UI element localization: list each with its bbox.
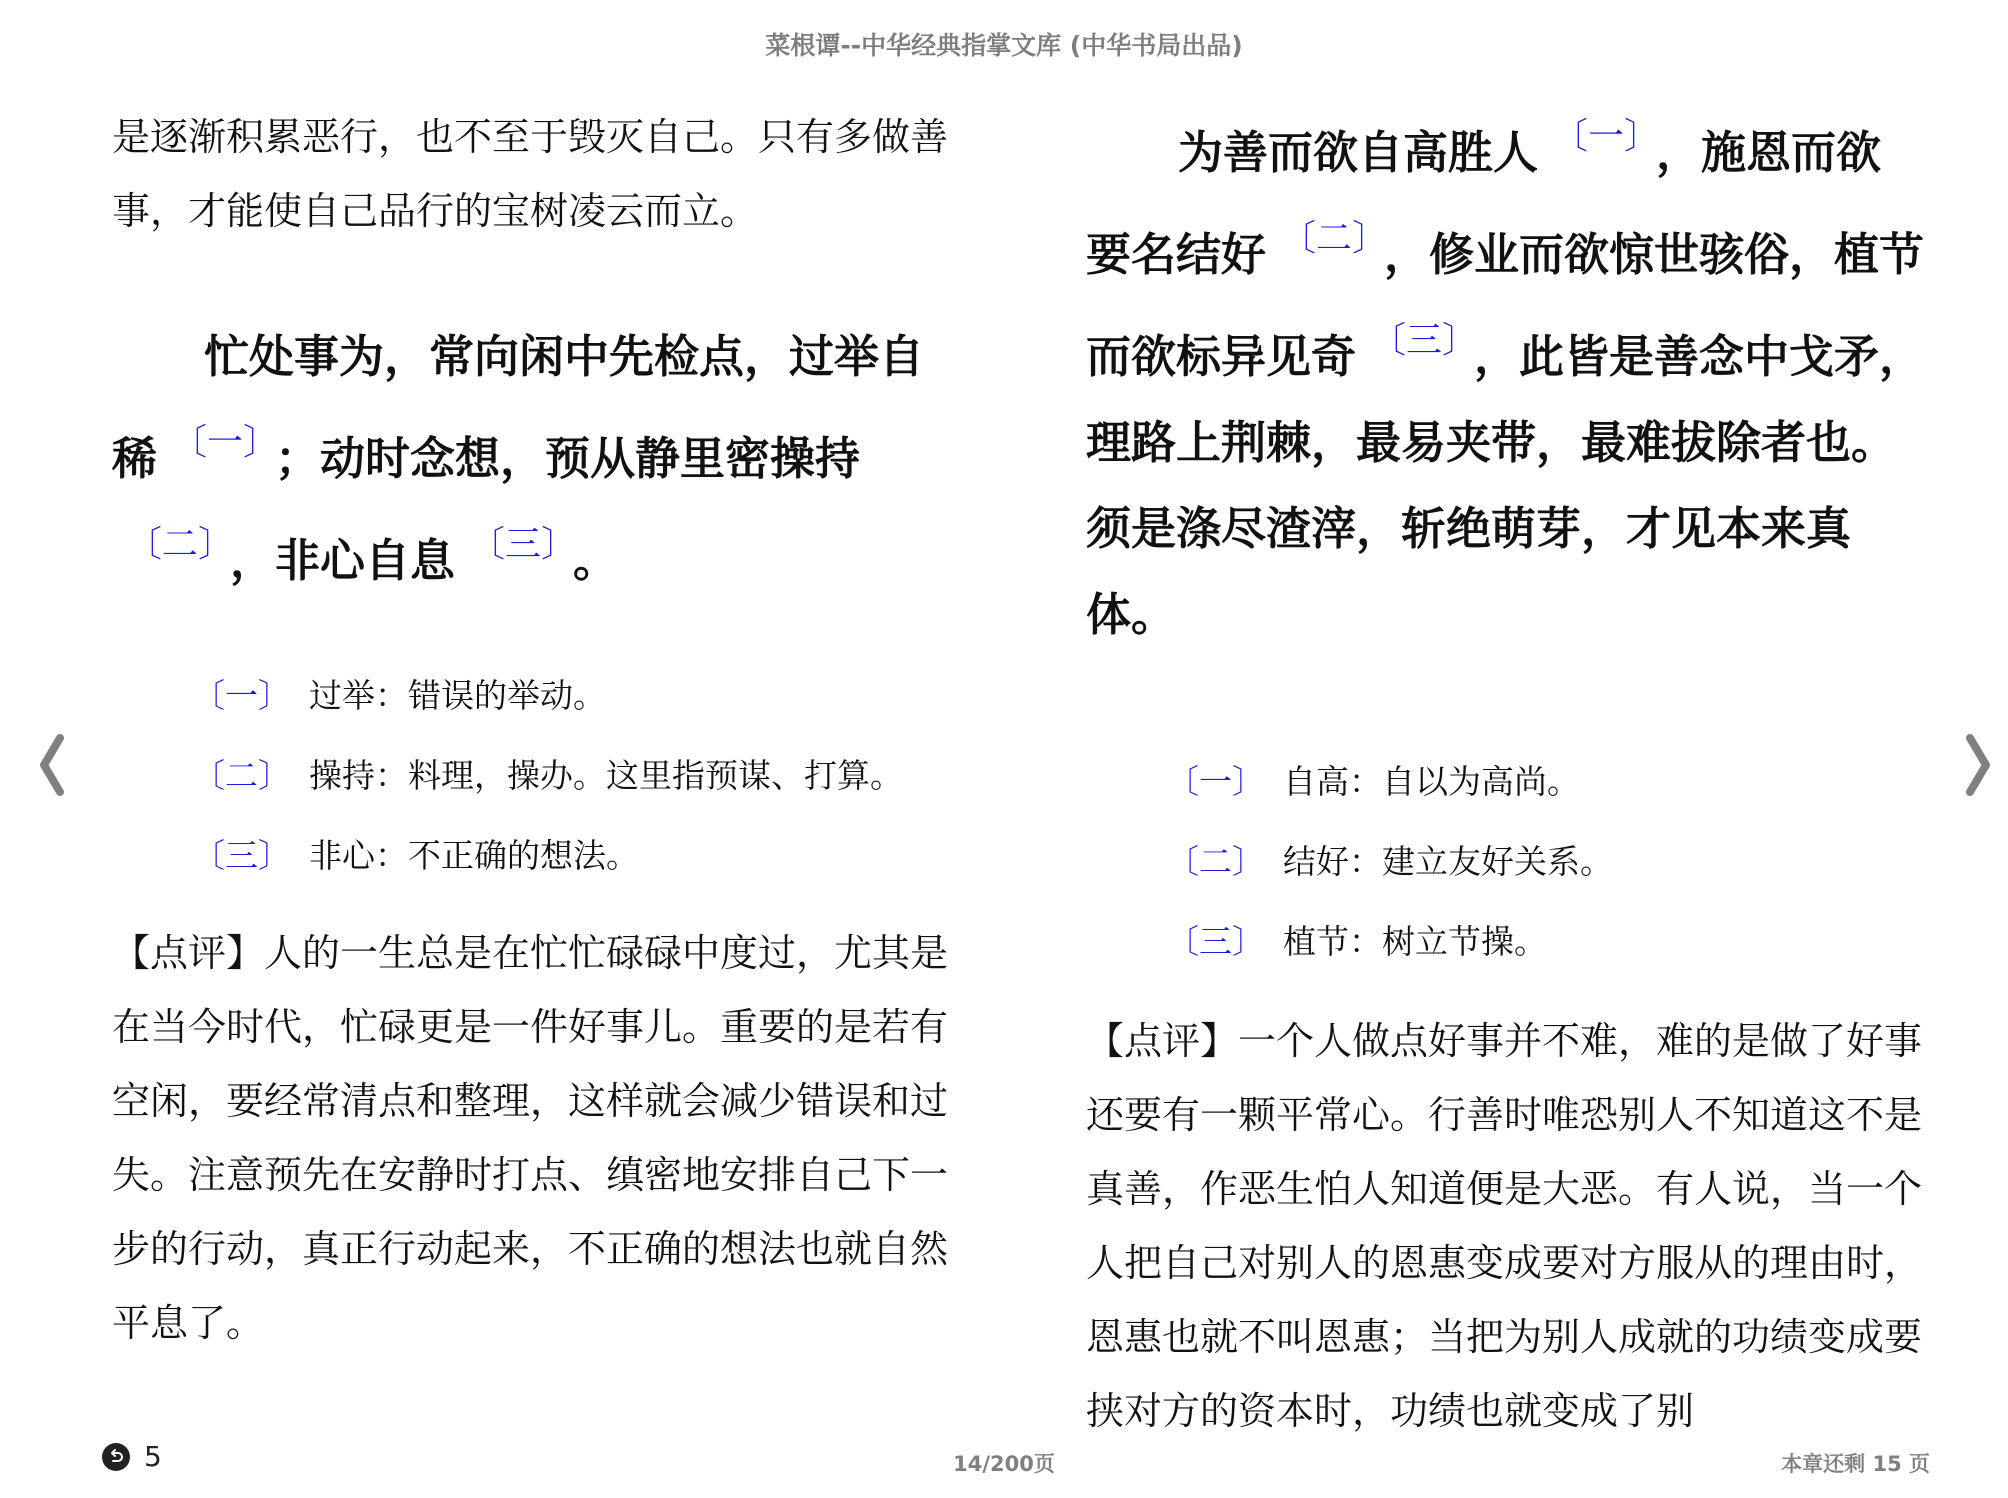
footnote-number: 〔二〕 [1166,842,1265,881]
chapter-remaining: 本章还剩 15 页 [1781,1452,1930,1476]
page-indicator: 14/200页 [953,1452,1055,1476]
footnote-list [1086,742,1926,982]
previous-page-button[interactable] [30,730,70,800]
footnote-text: 植节：树立节操。 [1283,922,1547,961]
chevron-right-icon [1960,730,2000,800]
footnote-item [192,656,952,736]
footnote-number: 〔一〕 [1166,762,1265,801]
main-passage [112,314,952,604]
left-page [112,100,952,1360]
footnote-text: 操持：料理，操办。这里指预谋、打算。 [309,756,903,795]
commentary-paragraph: 【点评】一个人做点好事并不难，难的是做了好事还要有一颗平常心。行善时唯恐别人不知道这不是真善，作恶生怕人知道便是大恶。有人说，当一个人把自己对别人的恩惠变成要对方服从的理由时，恩惠也就不叫恩惠；当把为别人成就的功绩变成要挟对方的资本时，功绩也就变成了别 [1086,1019,1923,1433]
footnote-text: 过举：错误的举动。 [309,676,606,715]
footnote-ref-1[interactable]: 〔一〕 [1552,116,1643,157]
footnote-number: 〔三〕 [192,836,291,875]
footnote-text: 自高：自以为高尚。 [1283,762,1580,801]
footnote-item [1166,822,1926,902]
passage-text: ，此皆是善念中戈矛，理路上荆棘，最易夹带，最难拔除者也。须是涤尽渣滓，斩绝萌芽，才见本来真体。 [1086,330,1925,641]
passage-text: ，非心自息 [230,534,456,587]
footnote-ref-2[interactable]: 〔二〕 [126,524,217,565]
footnote-ref-3[interactable]: 〔三〕 [469,524,560,565]
passage-text: ，施恩而欲要名结好 [1086,126,1882,281]
footnote-number: 〔二〕 [192,756,291,795]
footnote-item [192,736,952,816]
footnote-ref-1[interactable]: 〔一〕 [171,422,262,463]
footnote-number: 〔三〕 [1166,922,1265,961]
footnote-text: 结好：建立友好关系。 [1283,842,1613,881]
footnote-item [192,816,952,896]
footnote-text: 非心：不正确的想法。 [309,836,639,875]
passage-text: 。 [573,534,619,587]
passage-text: ；动时念想，预从静里密操持 [275,432,861,485]
passage-text: 忙处事为，常向闲中先检点，过举自稀 [112,330,925,485]
right-page [1086,100,1926,1448]
passage-text: 为善而欲自高胜人 [1178,126,1539,179]
footnote-ref-3[interactable]: 〔三〕 [1370,320,1461,361]
passage-text: ，修业而欲惊世骇俗，植节而欲标异见奇 [1086,228,1925,383]
book-title: 菜根谭--中华经典指掌文库 (中华书局出品) [765,31,1243,60]
chevron-left-icon [30,730,70,800]
undo-count: 5 [144,1440,162,1473]
carryover-paragraph: 是逐渐积累恶行，也不至于毁灭自己。只有多做善事，才能使自己品行的宝树凌云而立。 [112,115,949,233]
next-page-button[interactable] [1960,730,2000,800]
main-passage [1086,94,1926,658]
footnote-ref-2[interactable]: 〔二〕 [1280,218,1371,259]
commentary-paragraph: 【点评】人的一生总是在忙忙碌碌中度过，尤其是在当今时代，忙碌更是一件好事儿。重要的是若有空闲，要经常清点和整理，这样就会减少错误和过失。注意预先在安静时打点、缜密地安排自己下一步的行动，真正行动起来，不正确的想法也就自然平息了。 [112,931,949,1345]
footnote-number: 〔一〕 [192,676,291,715]
footnote-list [112,656,952,896]
footnote-item [1166,742,1926,822]
footnote-item [1166,902,1926,982]
